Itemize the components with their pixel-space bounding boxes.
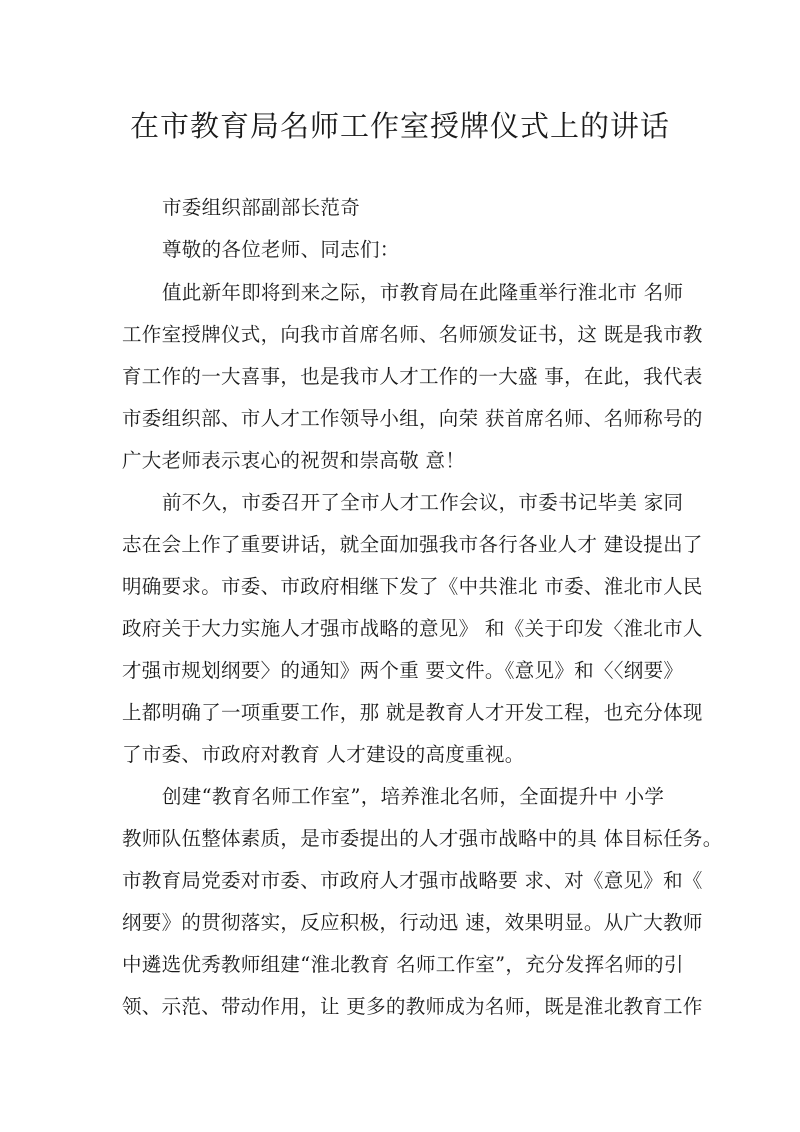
salutation-line: 尊敬的各位老师、同志们： (162, 238, 400, 261)
text-line: 工作室授牌仪式，向我市首席名师、名师颁发证书，这 既是我市教 (122, 323, 703, 346)
text-line: 志在会上作了重要讲话，就全面加强我市各行各业人才 建设提出了 (122, 533, 703, 556)
text-line: 才强市规划纲要〉的通知》两个重 要文件。《意见》和〈〈纲要》 (122, 659, 684, 682)
text-line: 领、示范、带动作用，让 更多的教师成为名师，既是淮北教育工作 (122, 995, 703, 1018)
document-title: 在市教育局名师工作室授牌仪式上的讲话 (130, 109, 671, 143)
text-line: 上都明确了一项重要工作，那 就是教育人才开发工程，也充分体现 (122, 701, 703, 724)
text-line: 创建“教育名师工作室”，培养淮北名师，全面提升中 小学 (162, 785, 665, 808)
text-line: 市教育局党委对市委、市政府人才强市战略要 求、对《意见》和《 (122, 869, 703, 892)
text-line: 明确要求。市委、市政府相继下发了《中共淮北 市委、淮北市人民 (122, 575, 703, 598)
text-line: 政府关于大力实施人才强市战略的意见》 和《关于印发〈淮北市人 (122, 617, 703, 640)
text-line: 中遴选优秀教师组建“淮北教育 名师工作室”，充分发挥名师的引 (122, 953, 684, 976)
text-line: 了市委、市政府对教育 人才建设的高度重视。 (122, 743, 525, 766)
text-line: 前不久，市委召开了全市人才工作会议，市委书记毕美 家同 (162, 491, 684, 514)
text-line: 值此新年即将到来之际，市教育局在此隆重举行淮北市 名师 (162, 281, 684, 304)
text-line: 广大老师表示衷心的祝贺和崇高敬 意！ (122, 449, 466, 472)
text-line: 纲要》的贯彻落实，反应积极，行动迅 速，效果明显。从广大教师 (122, 911, 703, 934)
author-line: 市委组织部副部长范奇 (162, 196, 361, 219)
text-line: 育工作的一大喜事，也是我市人才工作的一大盛 事，在此，我代表 (122, 365, 703, 388)
text-line: 教师队伍整体素质，是市委提出的人才强市战略中的具 体目标任务。 (122, 827, 723, 850)
text-line: 市委组织部、市人才工作领导小组，向荣 获首席名师、名师称号的 (122, 407, 703, 430)
